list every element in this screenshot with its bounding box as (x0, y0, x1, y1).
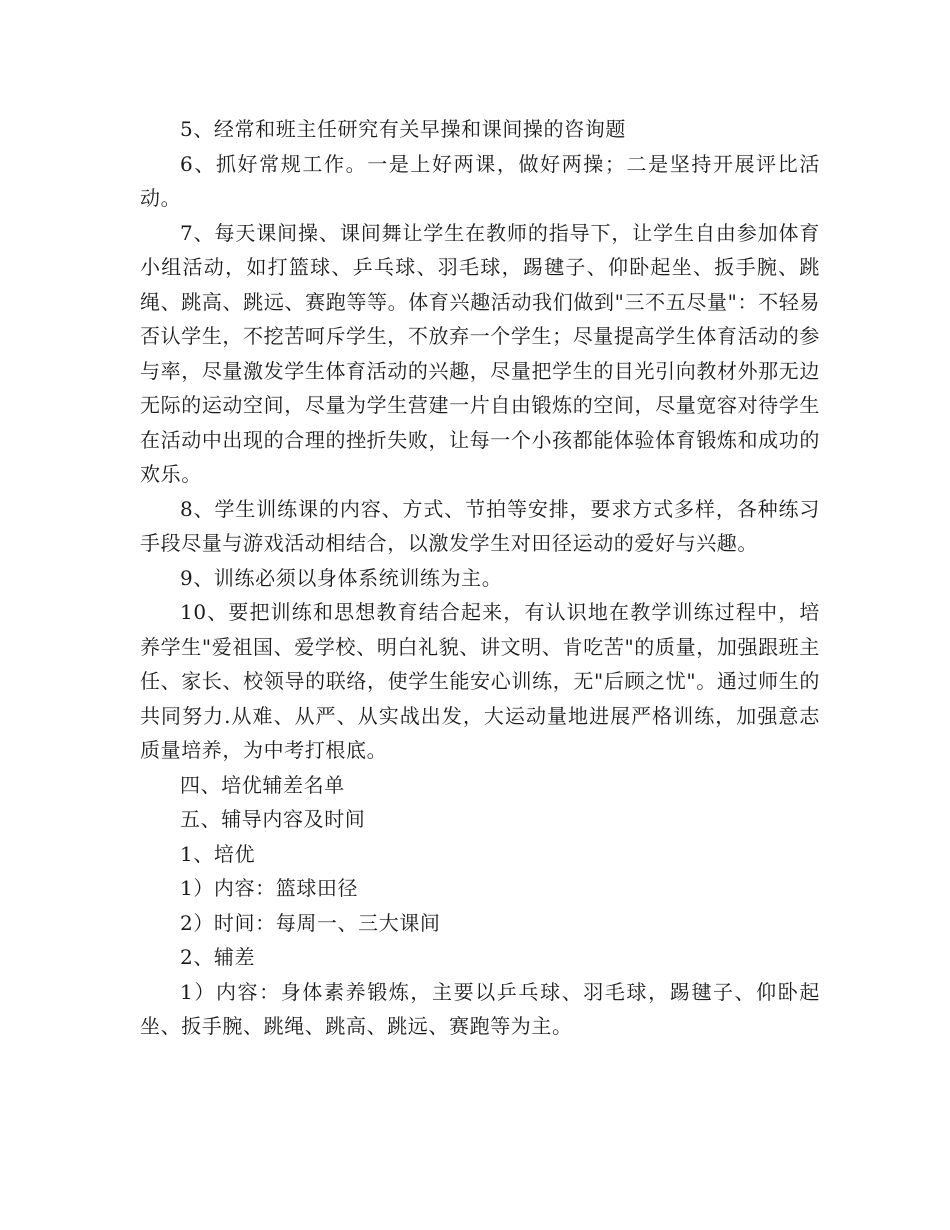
paragraph-item-9: 9、训练必须以身体系统训练为主。 (180, 565, 503, 590)
paragraph-item-5: 5、经常和班主任研究有关早操和课间操的咨询题 (180, 117, 626, 141)
excellence-content: 1）内容：篮球田径 (180, 876, 359, 900)
paragraph-item-6: 6、抓好常规工作。一是上好两课，做好两操；二是坚持开展评比活动。 (140, 151, 820, 210)
document-body (140, 112, 820, 1044)
section-heading-5: 五、辅导内容及时间 (180, 807, 366, 831)
paragraph-item-8: 8、学生训练课的内容、方式、节拍等安排，要求方式多样，各种练习手段尽量与游戏活动相结合，以激发学生对田径运动的爱好与兴趣。 (140, 496, 820, 555)
remedial-content: 1）内容：身体素养锻炼，主要以乒乓球、羽毛球，踢毽子、仰卧起坐、扳手腕、跳绳、跳高、跳远、赛跑等为主。 (140, 979, 820, 1038)
paragraph-item-10: 10、要把训练和思想教育结合起来，有认识地在教学训练过程中，培养学生"爱祖国、爱学校、明白礼貌、讲文明、肯吃苦"的质量，加强跟班主任、家长、校领导的联络，使学生能安心训练，无"后顾之忧"。通过师生的共同努力.从难、从严、从实战出发，大运动量地进展严格训练，加强意志质量培养，为中考打根底。 (140, 600, 820, 762)
excellence-time: 2）时间：每周一、三大课间 (180, 910, 441, 935)
section-heading-4: 四、培优辅差名单 (180, 772, 345, 797)
paragraph-item-7: 7、每天课间操、课间舞让学生在教师的指导下，让学生自由参加体育小组活动，如打篮球、乒乓球、羽毛球，踢毽子、仰卧起坐、扳手腕、跳绳、跳高、跳远、赛跑等等。体育兴趣活动我们做到"三不五尽量"：不轻易否认学生，不挖苦呵斥学生，不放弃一个学生；尽量提高学生体育活动的参与率，尽量激发学生体育活动的兴趣，尽量把学生的目光引向教材外那无边无际的运动空间，尽量为学生营建一片自由锻炼的空间，尽量宽容对待学生在活动中出现的合理的挫折失败，让每一个小孩都能体验体育锻炼和成功的欢乐。 (140, 220, 820, 486)
subsection-heading-remedial: 2、辅差 (180, 945, 256, 969)
subsection-heading-excellence: 1、培优 (180, 841, 256, 866)
